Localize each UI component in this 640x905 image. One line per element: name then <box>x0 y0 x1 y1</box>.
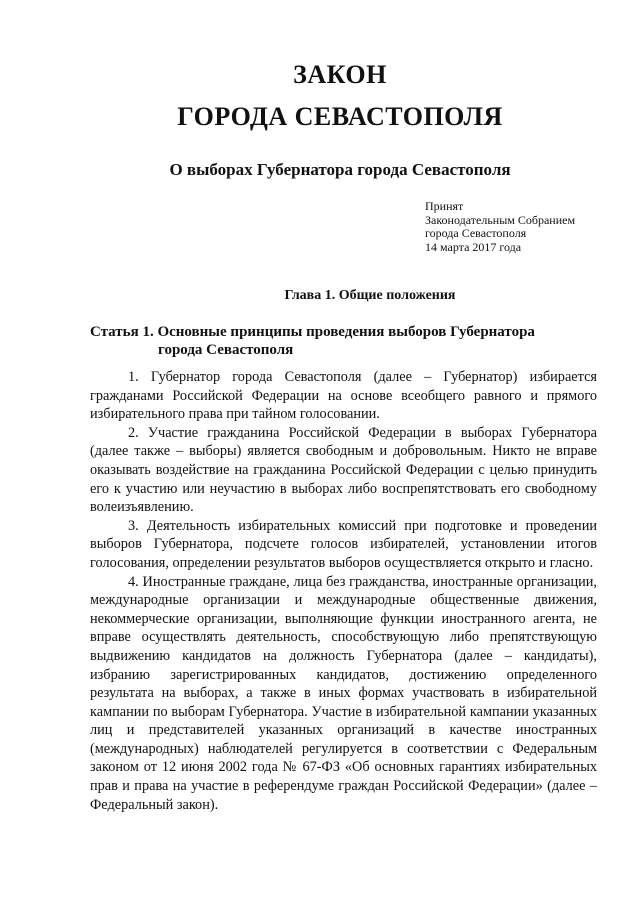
adoption-line: Законодательным Собранием <box>425 212 576 227</box>
paragraph: 3. Деятельность избирательных комиссий при подготовке и проведении выборов Губернатора, подсчете голосов избирателей, установлении итогов голосования, определении результатов выборов осуществляется открыто и гласно. <box>90 517 597 571</box>
article-heading-line: города Севастополя <box>158 342 294 358</box>
article-heading <box>90 323 600 359</box>
adoption-note <box>425 200 575 254</box>
law-subtitle: О выборах Губернатора города Севастополя <box>169 160 511 179</box>
law-jurisdiction-title: ГОРОДА СЕВАСТОПОЛЯ <box>177 102 503 131</box>
adoption-line: города Севастополя <box>425 226 527 240</box>
chapter-heading: Глава 1. Общие положения <box>284 288 456 303</box>
paragraph: 4. Иностранные граждане, лица без гражданства, иностранные организации, международные организации и международные общественные движения, некоммерческие организации, выполняющие функции иностранного агента, не вправе осуществлять деятельность, способствующую либо препятствующую выдвижению кандидатов на должность Губернатора (далее – кандидаты), избранию зарегистрированных кандидатов, достижению определенного результата на выборах, а также в иных формах участвовать в избирательной кампании по выборам Губернатора. Участие в избирательной кампании указанных лиц и представителей указанных организаций в качестве иностранных (международных) наблюдателей регулируется в соответствии с Федеральным законом от 12 июня 2002 года № 67-ФЗ «Об основных гарантиях избирательных прав и права на участие в референдуме граждан Российской Федерации» (далее – Федеральный закон). <box>90 573 597 813</box>
paragraph: 2. Участие гражданина Российской Федерации в выборах Губернатора (далее также – выборы) является свободным и добровольным. Никто не вправе оказывать воздействие на гражданина Российской Федерации с целью принудить его к участию или неучастию в выборах либо воспрепятствовать его свободному волеизъявлению. <box>90 424 597 516</box>
adoption-line: Принят <box>425 199 464 213</box>
paragraph: 1. Губернатор города Севастополя (далее – Губернатор) избирается гражданами Российской Федерации на основе всеобщего равного и прямого избирательного права при тайном голосовании. <box>90 369 597 423</box>
adoption-date: 14 марта 2017 года <box>425 239 522 254</box>
article-heading-line: Статья 1. Основные принципы проведения выборов Губернатора <box>90 324 535 340</box>
law-title: ЗАКОН <box>293 60 387 89</box>
article-body <box>90 368 597 814</box>
